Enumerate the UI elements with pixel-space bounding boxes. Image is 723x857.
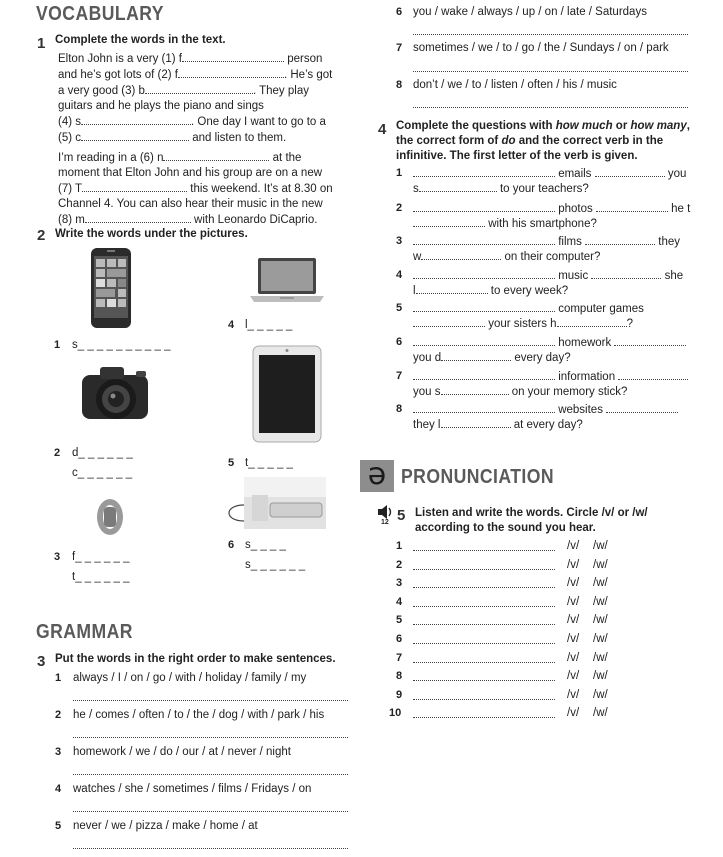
ex3-item-1-answer-line[interactable]	[73, 700, 348, 701]
picture-6-answer-b[interactable]: s_ _ _ _ _ _	[245, 559, 306, 571]
exercise-1-instruction: Complete the words in the text.	[55, 34, 226, 46]
answer-blank[interactable]	[618, 369, 688, 380]
answer-blank[interactable]	[178, 67, 284, 78]
ex4-item-line-1: photos he t	[413, 201, 690, 217]
text-line: (8) m with Leonardo DiCaprio.	[58, 214, 318, 226]
answer-blank[interactable]	[413, 234, 555, 245]
answer-blank[interactable]	[82, 181, 187, 192]
answer-blank[interactable]	[413, 216, 485, 227]
answer-blank[interactable]	[419, 181, 497, 192]
text-line: (4) s . One day I want to go to a	[58, 116, 326, 128]
w-option[interactable]: /w/	[593, 688, 608, 701]
fitness-tracker-picture	[94, 497, 126, 537]
ex4-item-line-2: s to your teachers?	[413, 183, 589, 195]
answer-blank[interactable]	[413, 316, 485, 327]
ex3-item-6-number: 6	[396, 6, 403, 18]
answer-blank[interactable]	[413, 335, 555, 346]
ex5-item-number: 7	[396, 651, 403, 664]
ex4-item-line-2: they l at every day?	[413, 419, 583, 431]
answer-blank[interactable]	[421, 249, 501, 260]
w-option[interactable]: /w/	[593, 707, 608, 720]
ex4-item-line-1: music she	[413, 268, 683, 284]
answer-blank[interactable]	[413, 268, 555, 279]
answer-blank[interactable]	[413, 402, 555, 413]
v-option[interactable]: /v/	[567, 651, 580, 664]
text-line: Channel 4. You can also hear their music in the new	[58, 198, 323, 210]
ex5-item-number: 10	[389, 707, 402, 720]
answer-blank[interactable]	[441, 417, 511, 428]
answer-blank[interactable]	[145, 83, 253, 94]
picture-4-answer[interactable]: l_ _ _ _ _	[245, 319, 293, 331]
w-option[interactable]: /w/	[593, 670, 608, 683]
ex4-item-number: 8	[396, 403, 403, 415]
exercise-5-instruction: Listen and write the words. Circle /v/ or /w/ according to the sound you hear.	[415, 507, 648, 534]
exercise-1-text	[58, 51, 358, 228]
v-option[interactable]: /v/	[567, 614, 580, 627]
answer-blank[interactable]	[85, 212, 191, 223]
w-option[interactable]: /w/	[593, 651, 608, 664]
ex4-item-line-2: you s on your memory stick?	[413, 386, 628, 398]
ex3-item-3-words: homework / we / do / our / at / never / night	[73, 746, 291, 758]
answer-blank[interactable]	[557, 316, 627, 327]
ex4-item-number: 3	[396, 235, 403, 247]
picture-5-number: 5	[228, 457, 235, 469]
ex4-item-line-1: emails you	[413, 166, 686, 182]
text-line: Elton John is a very (1) f person	[58, 53, 323, 65]
ex5-item-number: 3	[396, 577, 403, 590]
ex4-item-line-1: websites	[413, 402, 678, 418]
ex3-item-5-number: 5	[55, 820, 62, 832]
exercise-5-number: 5	[397, 507, 406, 524]
exercise-1-number: 1	[37, 35, 46, 52]
text-line: I’m reading in a (6) n at the	[58, 152, 302, 164]
picture-3-answer-a[interactable]: f_ _ _ _ _ _	[72, 551, 130, 563]
answer-blank[interactable]	[606, 402, 678, 413]
ex4-item-line-2: l to every week?	[413, 285, 569, 297]
ex3-item-1-number: 1	[55, 672, 62, 684]
w-option[interactable]: /w/	[593, 614, 608, 627]
ex5-answer-line[interactable]	[413, 717, 555, 718]
picture-2-answer-b[interactable]: c_ _ _ _ _ _	[72, 467, 133, 479]
ex3-item-2-number: 2	[55, 709, 62, 721]
ex4-item-line-2: your sisters h ?	[413, 316, 633, 332]
exercise-3-number: 3	[37, 653, 46, 670]
w-option[interactable]: /w/	[593, 633, 608, 645]
answer-blank[interactable]	[591, 268, 661, 279]
picture-6-answer-a[interactable]: s_ _ _ _	[245, 539, 286, 551]
picture-1-number: 1	[54, 339, 61, 351]
picture-6-number: 6	[228, 539, 235, 551]
v-option[interactable]: /v/	[567, 540, 580, 552]
audio-speaker-icon[interactable]	[377, 505, 393, 519]
exercise-2-number: 2	[37, 227, 46, 244]
text-line: (5) c and listen to them.	[58, 132, 287, 144]
answer-blank[interactable]	[81, 114, 191, 125]
picture-2-answer-a[interactable]: d_ _ _ _ _ _	[72, 447, 133, 459]
schwa-symbol: ə	[360, 460, 394, 492]
ex4-item-line-2: you d every day?	[413, 352, 571, 364]
ex5-item-number: 4	[396, 595, 403, 608]
ex5-item-number: 8	[396, 670, 403, 683]
w-option[interactable]: /w/	[593, 558, 608, 571]
ex4-item-number: 7	[396, 370, 403, 382]
ex5-answer-line[interactable]	[413, 569, 555, 570]
ex4-item-line-2: w on their computer?	[413, 251, 601, 263]
ex3-item-3-answer-line[interactable]	[73, 774, 348, 775]
ex5-item-number: 2	[396, 558, 403, 571]
ex5-answer-line[interactable]	[413, 624, 555, 625]
exercise-4-instruction: Complete the questions with how much or how many, the correct form of do and the correct verb in the infinitive. The first letter of the verb is given.	[396, 120, 690, 162]
answer-blank[interactable]	[413, 301, 555, 312]
ex4-item-number: 4	[396, 269, 403, 281]
v-option[interactable]: /v/	[567, 558, 580, 571]
text-line: guitars and he plays the piano and sings	[58, 100, 264, 112]
ex3-item-4-number: 4	[55, 783, 62, 795]
v-option[interactable]: /v/	[567, 633, 580, 645]
text-line: and he’s got lots of (2) f . He’s got	[58, 69, 333, 81]
ex4-item-number: 2	[396, 202, 403, 214]
answer-blank[interactable]	[595, 166, 665, 177]
v-option[interactable]: /v/	[567, 595, 580, 608]
v-option[interactable]: /v/	[567, 688, 580, 701]
ex4-item-line-2: with his smartphone?	[413, 216, 597, 232]
ex5-answer-line[interactable]	[413, 550, 555, 551]
ex3-item-6-words: you / wake / always / up / on / late / Saturdays	[413, 6, 647, 18]
answer-blank[interactable]	[614, 335, 686, 346]
w-option[interactable]: /w/	[593, 577, 608, 590]
answer-blank[interactable]	[416, 283, 488, 294]
w-option[interactable]: /w/	[593, 540, 608, 552]
ex4-item-line-1: computer games	[413, 301, 644, 317]
ex5-answer-line[interactable]	[413, 662, 555, 663]
ex4-item-line-1: information	[413, 369, 688, 385]
picture-4-number: 4	[228, 319, 235, 331]
ex3-item-1-words: always / I / on / go / with / holiday / family / my	[73, 672, 307, 684]
v-option[interactable]: /v/	[567, 670, 580, 683]
vocabulary-heading: VOCABULARY	[36, 3, 164, 25]
ex3-item-2-answer-line[interactable]	[73, 737, 348, 738]
ex3-item-7-words: sometimes / we / to / go / the / Sundays / on / park	[413, 42, 669, 54]
answer-blank[interactable]	[81, 130, 189, 141]
ex5-answer-line[interactable]	[413, 680, 555, 681]
answer-blank[interactable]	[441, 350, 511, 361]
ex3-item-5-answer-line[interactable]	[73, 848, 348, 849]
answer-blank[interactable]	[596, 201, 668, 212]
ex3-item-7-answer-line[interactable]	[413, 71, 688, 72]
text-line: a very good (3) b . They play	[58, 85, 309, 97]
picture-2-number: 2	[54, 447, 61, 459]
ex4-item-number: 6	[396, 336, 403, 348]
text-line: moment that Elton John and his group are on a new	[58, 167, 323, 179]
answer-blank[interactable]	[182, 51, 284, 62]
audio-track-number: 12	[381, 519, 389, 526]
picture-5-answer[interactable]: t_ _ _ _ _	[245, 457, 293, 469]
exercise-3-instruction: Put the words in the right order to make sentences.	[55, 653, 336, 665]
ex4-item-line-1: homework	[413, 335, 686, 351]
picture-1-answer[interactable]: s_ _ _ _ _ _ _ _ _ _	[72, 339, 171, 351]
ex5-answer-line[interactable]	[413, 606, 555, 607]
answer-blank[interactable]	[163, 150, 269, 161]
ex5-answer-line[interactable]	[413, 587, 555, 588]
camera-picture	[80, 363, 152, 425]
pronunciation-heading: PRONUNCIATION	[401, 466, 555, 488]
picture-3-answer-b[interactable]: t_ _ _ _ _ _	[72, 571, 130, 583]
ex5-item-number: 5	[396, 614, 403, 627]
ex4-item-number: 5	[396, 302, 403, 314]
ex5-item-number: 9	[396, 688, 403, 701]
ex3-item-3-number: 3	[55, 746, 62, 758]
ex3-item-6-answer-line[interactable]	[413, 34, 688, 35]
ex5-answer-line[interactable]	[413, 643, 555, 644]
ex3-item-5-words: never / we / pizza / make / home / at	[73, 820, 258, 832]
ex3-item-4-words: watches / she / sometimes / films / Fridays / on	[73, 783, 312, 795]
ex4-item-line-1: films they	[413, 234, 680, 250]
answer-blank[interactable]	[441, 384, 509, 395]
exercise-4-number: 4	[378, 121, 387, 138]
speaker-system-picture	[220, 475, 328, 531]
exercise-2-instruction: Write the words under the pictures.	[55, 228, 248, 240]
answer-blank[interactable]	[413, 369, 555, 380]
w-option[interactable]: /w/	[593, 595, 608, 608]
answer-blank[interactable]	[585, 234, 655, 245]
answer-blank[interactable]	[413, 201, 555, 212]
ex5-item-number: 6	[396, 633, 403, 645]
ex3-item-2-words: he / comes / often / to / the / dog / with / park / his	[73, 709, 325, 721]
answer-blank[interactable]	[413, 166, 555, 177]
laptop-picture	[250, 256, 324, 304]
v-option[interactable]: /v/	[567, 577, 580, 590]
ex3-item-4-answer-line[interactable]	[73, 811, 348, 812]
picture-3-number: 3	[54, 551, 61, 563]
v-option[interactable]: /v/	[567, 707, 580, 720]
ex4-item-number: 1	[396, 167, 403, 179]
grammar-heading: GRAMMAR	[36, 621, 133, 643]
text-line: (7) T this weekend. It’s at 8.30 on	[58, 183, 333, 195]
ex3-item-7-number: 7	[396, 42, 403, 54]
smartphone-picture	[90, 247, 132, 329]
ex3-item-8-words: don’t / we / to / listen / often / his / music	[413, 79, 617, 91]
ex3-item-8-number: 8	[396, 79, 403, 91]
ex5-item-number: 1	[396, 540, 403, 552]
ex3-item-8-answer-line[interactable]	[413, 107, 688, 108]
ex5-answer-line[interactable]	[413, 699, 555, 700]
tablet-picture	[252, 345, 322, 443]
